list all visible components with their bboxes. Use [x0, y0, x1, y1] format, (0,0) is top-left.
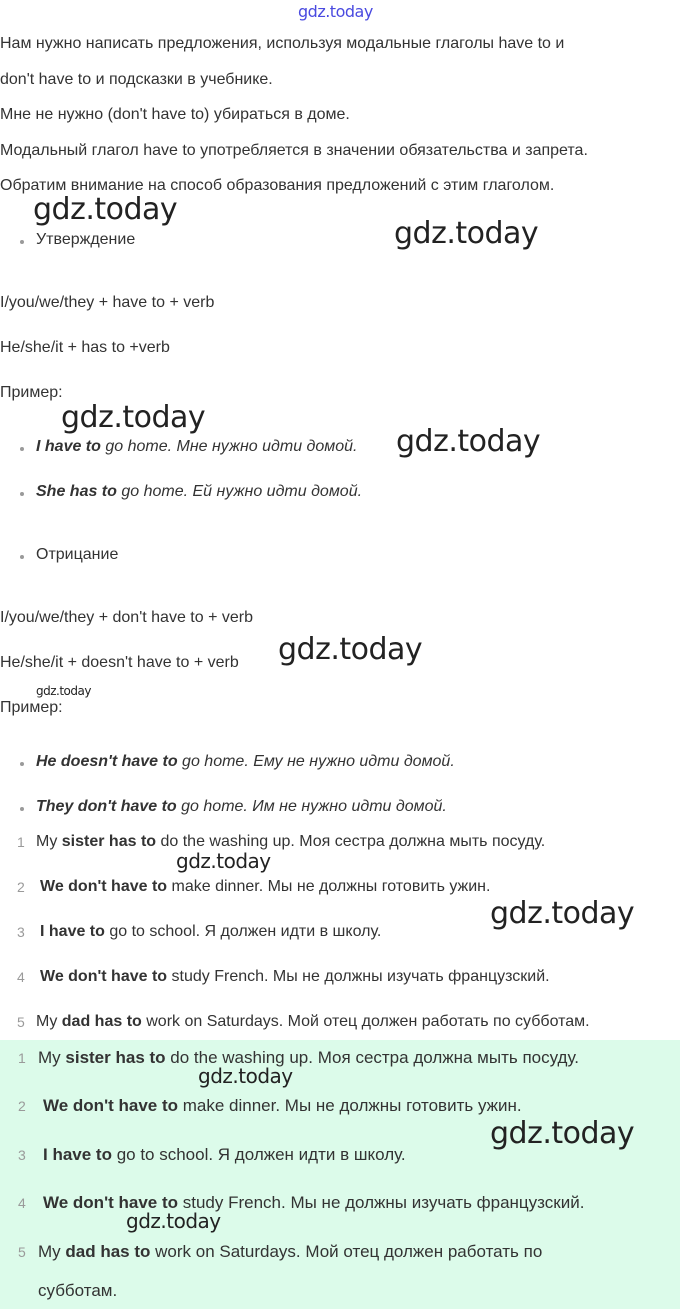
- intro-line: Мне не нужно (don't have to) убираться в доме.: [0, 106, 350, 123]
- list-item: [36, 832, 545, 852]
- list-item-bold: sister has to: [61, 833, 157, 850]
- list-item-bold: We don't have to: [40, 878, 168, 895]
- answer-item-continuation: субботам.: [38, 1281, 118, 1300]
- answer-item-bold: We don't have to: [43, 1096, 179, 1115]
- watermark: gdz.today: [394, 216, 539, 251]
- list-number: 1: [17, 834, 25, 850]
- list-number: 2: [18, 1098, 26, 1114]
- watermark: gdz.today: [36, 684, 91, 698]
- formula: I/you/we/they + don't have to + verb: [0, 609, 253, 626]
- intro-line: Нам нужно написать предложения, используя модальные глаголы have to и: [0, 35, 565, 52]
- answer-item: [38, 1047, 579, 1069]
- example-rest: go home. Мне нужно идти домой.: [100, 438, 358, 455]
- list-item-rest: work on Saturdays. Мой отец должен работать по субботам.: [141, 1013, 590, 1030]
- bullet-dot: [20, 762, 24, 766]
- list-item: [40, 922, 381, 942]
- list-item-bold: We don't have to: [40, 968, 168, 985]
- example-label: Пример:: [0, 699, 63, 716]
- affirmative-heading: Утверждение: [36, 231, 136, 248]
- intro-line: Модальный глагол have to употребляется в значении обязательства и запрета.: [0, 142, 588, 159]
- answer-item-bold: dad has to: [65, 1242, 151, 1261]
- bullet-dot: [20, 447, 24, 451]
- watermark: gdz.today: [176, 849, 271, 873]
- answer-item-rest: go to school. Я должен идти в школу.: [111, 1145, 406, 1164]
- list-item-rest: make dinner. Мы не должны готовить ужин.: [167, 878, 491, 895]
- list-item-rest: study French. Мы не должны изучать французский.: [167, 968, 550, 985]
- list-number: 3: [18, 1147, 26, 1163]
- answer-item-pre: My: [38, 1048, 66, 1067]
- watermark: gdz.today: [33, 192, 178, 227]
- watermark: gdz.today: [490, 1116, 635, 1151]
- answer-item-bold: sister has to: [65, 1048, 166, 1067]
- list-number: 1: [18, 1050, 26, 1066]
- example-bold: He doesn't have to: [36, 753, 178, 770]
- formula: He/she/it + doesn't have to + verb: [0, 654, 239, 671]
- answer-item-rest: study French. Мы не должны изучать французский.: [178, 1193, 585, 1212]
- watermark: gdz.today: [298, 2, 373, 21]
- example-item: [36, 482, 362, 502]
- watermark: gdz.today: [396, 424, 541, 459]
- answer-item-rest: do the washing up. Моя сестра должна мыть посуду.: [165, 1048, 579, 1067]
- answer-box: [0, 1040, 680, 1309]
- answer-item-bold: We don't have to: [43, 1193, 179, 1212]
- example-label: Пример:: [0, 384, 63, 401]
- answer-item-rest: work on Saturdays. Мой отец должен работать по: [150, 1242, 543, 1261]
- bullet-dot: [20, 807, 24, 811]
- answer-item-pre: My: [38, 1242, 66, 1261]
- negative-heading: Отрицание: [36, 546, 119, 563]
- list-item: [36, 1012, 590, 1032]
- watermark: gdz.today: [490, 896, 635, 931]
- formula: He/she/it + has to +verb: [0, 339, 170, 356]
- answer-item-bold: I have to: [43, 1145, 112, 1164]
- list-number: 5: [18, 1244, 26, 1260]
- list-item-pre: My: [36, 1013, 62, 1030]
- list-number: 4: [17, 969, 25, 985]
- example-rest: go home. Ему не нужно идти домой.: [177, 753, 455, 770]
- bullet-dot: [20, 492, 24, 496]
- intro-line: don't have to и подсказки в учебнике.: [0, 71, 273, 88]
- list-item-bold: I have to: [40, 923, 105, 940]
- list-number: 5: [17, 1014, 25, 1030]
- example-bold: She has to: [36, 483, 117, 500]
- list-item: [40, 877, 490, 897]
- example-bold: They don't have to: [36, 798, 177, 815]
- answer-item-rest: make dinner. Мы не должны готовить ужин.: [178, 1096, 522, 1115]
- list-item-rest: do the washing up. Моя сестра должна мыть посуду.: [156, 833, 546, 850]
- formula: I/you/we/they + have to + verb: [0, 294, 215, 311]
- list-item: [40, 967, 550, 987]
- answer-item: [43, 1095, 522, 1117]
- example-bold: I have to: [36, 438, 101, 455]
- answer-item: [43, 1144, 406, 1166]
- watermark: gdz.today: [278, 632, 423, 667]
- list-item-rest: go to school. Я должен идти в школу.: [104, 923, 382, 940]
- example-item: [36, 797, 447, 817]
- bullet-dot: [20, 240, 24, 244]
- answer-item: [38, 1241, 542, 1263]
- list-item-pre: My: [36, 833, 62, 850]
- list-item-bold: dad has to: [61, 1013, 142, 1030]
- example-rest: go home. Ей нужно идти домой.: [116, 483, 363, 500]
- watermark: gdz.today: [61, 400, 206, 435]
- bullet-dot: [20, 555, 24, 559]
- list-number: 2: [17, 879, 25, 895]
- list-number: 4: [18, 1195, 26, 1211]
- list-number: 3: [17, 924, 25, 940]
- answer-item: [43, 1192, 584, 1214]
- example-rest: go home. Им не нужно идти домой.: [176, 798, 447, 815]
- watermark: gdz.today: [126, 1209, 221, 1233]
- watermark: gdz.today: [198, 1064, 293, 1088]
- example-item: [36, 437, 358, 457]
- intro-line: Обратим внимание на способ образования предложений с этим глаголом.: [0, 177, 555, 194]
- example-item: [36, 752, 455, 772]
